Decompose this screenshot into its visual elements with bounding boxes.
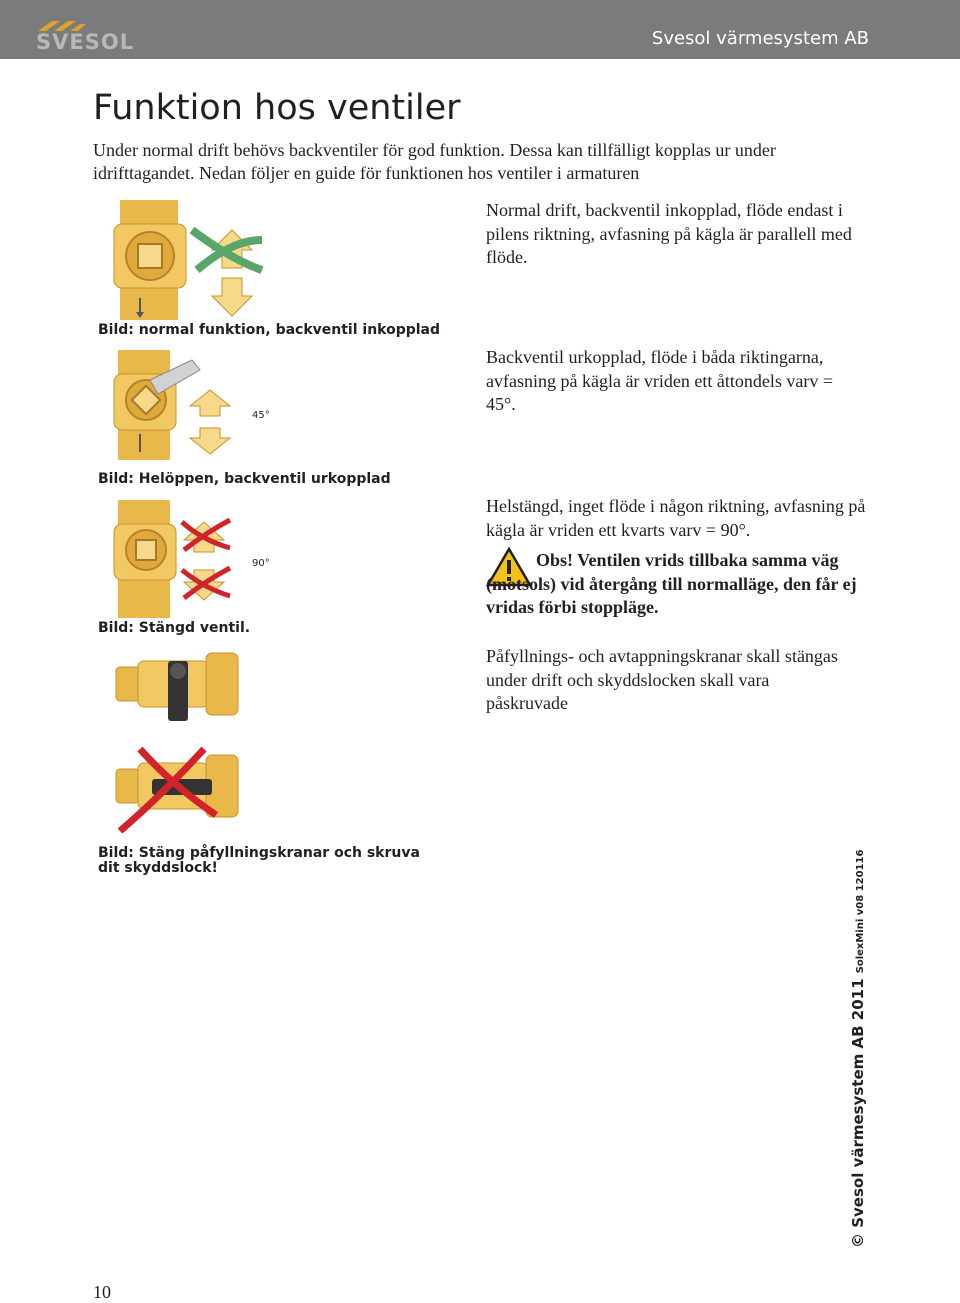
section-3-caption: Bild: Stängd ventil.: [98, 620, 251, 636]
side-copyright: © Svesol värmesystem AB 2011 SolexMini v08 120116: [849, 849, 867, 1248]
drain-valve-figure: [112, 647, 252, 727]
angle-90-label: 90°: [252, 558, 270, 569]
drain-caption: Bild: Stäng påfyllningskranar och skruva dit skyddslock!: [98, 845, 420, 876]
valve-normal-figure: [112, 200, 272, 320]
drain-text: Påfyllnings- och avtappningskranar skall stängas under drift och skyddslocken skall vara påskruvade: [486, 646, 838, 713]
warning-text: Obs! Ventilen vrids tillbaka samma väg (motsols) vid återgång till normalläge, den får ej vridas förbi stoppläge.: [486, 550, 857, 617]
logo-text: SVESOL: [36, 30, 135, 54]
section-1-text: Normal drift, backventil inkopplad, flöde endast i pilens riktning, avfasning på kägla är parallell med flöde.: [486, 200, 852, 267]
header-bar: [0, 0, 960, 59]
angle-45-label: 45°: [252, 410, 270, 421]
valve-open-figure: [112, 350, 272, 460]
page-title: Funktion hos ventiler: [93, 88, 461, 128]
company-name: Svesol värmesystem AB: [651, 28, 869, 49]
section-3-text: Helstängd, inget flöde i någon riktning, avfasning på kägla är vriden ett kvarts varv = 90°.: [486, 496, 866, 540]
section-2-text: Backventil urkopplad, flöde i båda riktingarna, avfasning på kägla är vriden ett åttondels varv = 45°.: [486, 347, 834, 414]
section-2-caption: Bild: Helöppen, backventil urkopplad: [98, 471, 391, 487]
page-number: 10: [93, 1282, 111, 1302]
section-1-caption: Bild: normal funktion, backventil inkopplad: [98, 322, 441, 338]
valve-closed-figure: [112, 500, 252, 618]
intro-paragraph: Under normal drift behövs backventiler för god funktion. Dessa kan tillfälligt kopplas ur under idrifttagandet. Nedan följer en guide för funktionen hos ventiler i armaturen: [93, 140, 776, 183]
drain-valve-cap-figure: [112, 745, 252, 833]
